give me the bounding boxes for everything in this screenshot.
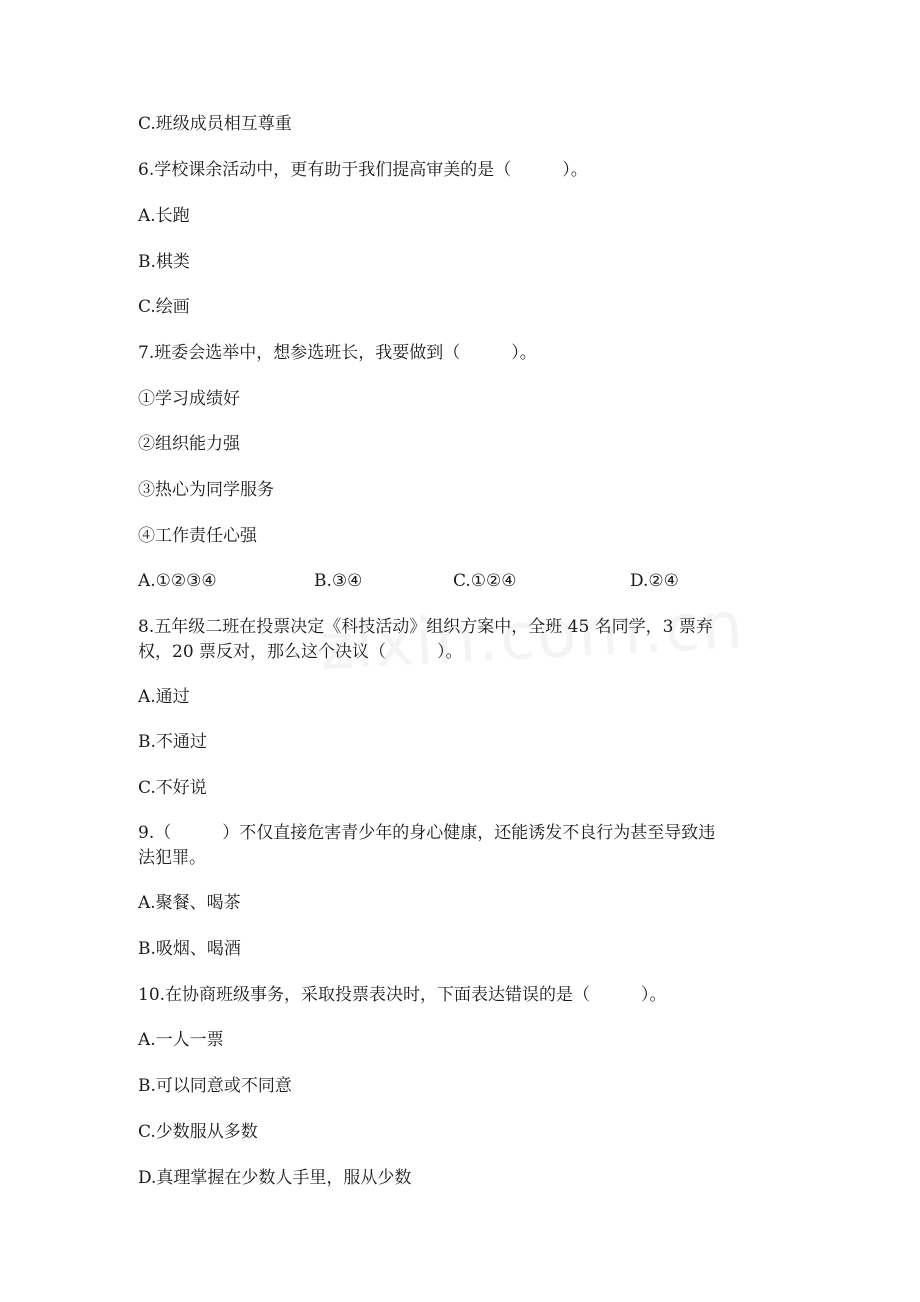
q10-option-d: D.真理掌握在少数人手里，服从少数 [138, 1168, 412, 1188]
q7-item-3: ③热心为同学服务 [138, 480, 274, 500]
q7-option-b: B.③④ [314, 571, 363, 591]
q7-options-row [138, 570, 738, 592]
q6-option-b: B.棋类 [138, 252, 190, 272]
q7-item-1: ①学习成绩好 [138, 389, 240, 409]
q9-stem-line1: 9.（ ）不仅直接危害青少年的身心健康，还能诱发不良行为甚至导致违 [138, 823, 716, 843]
q8-stem-line2: 权，20 票反对，那么这个决议（ ）。 [138, 642, 463, 662]
q7-option-c: C.①②④ [453, 571, 517, 591]
q7-stem: 7.班委会选举中，想参选班长，我要做到（ ）。 [138, 343, 537, 363]
q10-stem: 10.在协商班级事务，采取投票表决时，下面表达错误的是（ ）。 [138, 985, 667, 1005]
q9-stem-line2: 法犯罪。 [138, 848, 206, 868]
q7-item-2: ②组织能力强 [138, 434, 240, 454]
q8-option-a: A.通过 [138, 687, 190, 707]
q9-option-b: B.吸烟、喝酒 [138, 939, 241, 959]
q8-option-c: C.不好说 [138, 778, 207, 798]
q10-option-a: A.一人一票 [138, 1030, 224, 1050]
q8-stem-line1: 8.五年级二班在投票决定《科技活动》组织方案中，全班 45 名同学，3 票弃 [138, 617, 713, 637]
q5-option-c: C.班级成员相互尊重 [138, 114, 292, 134]
q6-option-c: C.绘画 [138, 297, 190, 317]
q10-option-b: B.可以同意或不同意 [138, 1076, 292, 1096]
q7-option-a: A.①②③④ [138, 571, 217, 591]
q10-option-c: C.少数服从多数 [138, 1122, 258, 1142]
q7-option-d: D.②④ [630, 571, 679, 591]
q7-item-4: ④工作责任心强 [138, 526, 257, 546]
q8-option-b: B.不通过 [138, 732, 207, 752]
q6-stem: 6.学校课余活动中，更有助于我们提高审美的是（ ）。 [138, 160, 588, 180]
q6-option-a: A.长跑 [138, 206, 190, 226]
q9-option-a: A.聚餐、喝茶 [138, 893, 241, 913]
